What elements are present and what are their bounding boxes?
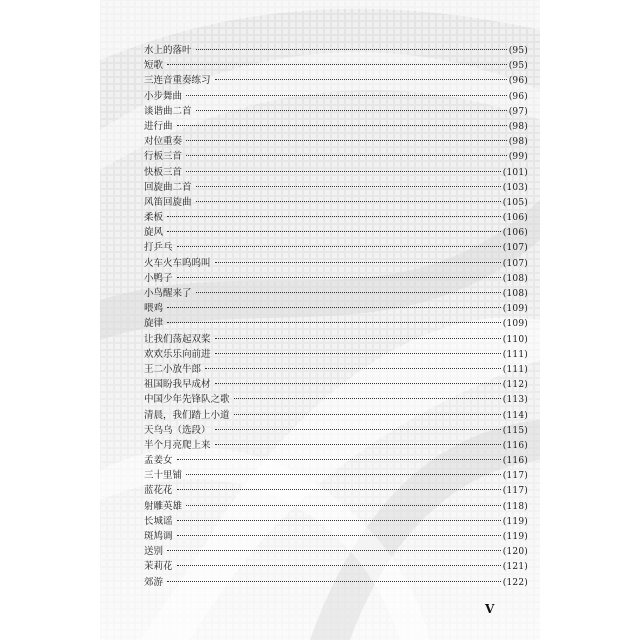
toc-entry-page: (121) [502, 562, 528, 573]
toc-dot-leader [186, 140, 507, 141]
toc-entry-page: (119) [502, 516, 528, 527]
toc-entry [144, 119, 528, 134]
page-number: V [485, 602, 495, 616]
toc-entry-title: 打乒乓 [144, 242, 173, 254]
toc-dot-leader [186, 505, 501, 506]
toc-entry-title: 火车火车呜呜叫 [144, 257, 211, 269]
toc-entry [144, 73, 528, 88]
toc-entry [144, 529, 528, 544]
toc-entry-title: 半个月亮爬上来 [144, 439, 211, 451]
toc-entry [144, 499, 528, 514]
toc-dot-leader [205, 368, 501, 369]
toc-entry-title: 送别 [144, 546, 164, 558]
toc-dot-leader [234, 398, 501, 399]
toc-dot-leader [196, 186, 501, 187]
toc-dot-leader [215, 79, 507, 80]
toc-entry [144, 438, 528, 453]
toc-dot-leader [177, 125, 507, 126]
toc-entry [144, 392, 528, 407]
toc-dot-leader [215, 338, 501, 339]
table-of-contents [144, 43, 528, 590]
toc-entry [144, 149, 528, 164]
toc-entry-page: (111) [502, 349, 528, 360]
toc-entry-page: (107) [502, 243, 528, 254]
toc-entry-page: (106) [502, 213, 528, 224]
toc-entry-page: (101) [502, 167, 528, 178]
toc-entry-title: 长城谣 [144, 515, 173, 527]
toc-entry [144, 43, 528, 58]
toc-entry [144, 301, 528, 316]
toc-entry [144, 332, 528, 347]
toc-dot-leader [167, 550, 501, 551]
toc-dot-leader [186, 155, 507, 156]
toc-entry [144, 134, 528, 149]
toc-entry-page: (103) [502, 182, 528, 193]
toc-entry-title: 小步舞曲 [144, 90, 183, 102]
toc-entry-page: (108) [502, 273, 528, 284]
toc-entry [144, 240, 528, 255]
toc-entry-page: (117) [502, 486, 528, 497]
toc-entry-title: 让我们荡起双桨 [144, 333, 211, 345]
toc-entry-title: 小鸟醒来了 [144, 288, 192, 299]
toc-entry [144, 210, 528, 225]
toc-dot-leader [196, 110, 507, 111]
toc-entry-title: 清晨，我们踏上小道 [144, 409, 230, 421]
toc-entry-page: (107) [502, 258, 528, 269]
toc-dot-leader [167, 322, 501, 323]
toc-dot-leader [177, 520, 501, 521]
toc-dot-leader [234, 414, 501, 415]
toc-entry-title: 进行曲 [144, 120, 173, 132]
toc-dot-leader [177, 535, 501, 536]
toc-entry [144, 316, 528, 331]
toc-dot-leader [196, 201, 501, 202]
toc-dot-leader [196, 49, 507, 50]
toc-entry-title: 谈谐曲二首 [144, 105, 192, 117]
toc-entry-page: (116) [502, 440, 528, 451]
toc-entry-page: (112) [502, 380, 528, 391]
toc-entry-page: (95) [508, 61, 528, 72]
toc-entry [144, 58, 528, 73]
toc-entry [144, 256, 528, 271]
toc-entry [144, 575, 528, 590]
toc-entry-title: 对位重奏 [144, 136, 183, 148]
toc-dot-leader [177, 565, 501, 566]
toc-entry-page: (97) [508, 106, 528, 117]
toc-entry-page: (122) [502, 577, 528, 588]
toc-entry-page: (96) [508, 91, 528, 102]
toc-dot-leader [196, 292, 501, 293]
toc-entry-title: 回旋曲二首 [144, 181, 192, 193]
toc-entry [144, 165, 528, 180]
toc-entry-title: 祖国盼我早成材 [144, 379, 211, 391]
toc-entry-title: 小鸭子 [144, 272, 173, 284]
toc-entry-title: 王二小放牛郎 [144, 363, 202, 375]
toc-entry-title: 蓝花花 [144, 485, 173, 497]
toc-dot-leader [167, 216, 501, 217]
toc-dot-leader [177, 489, 501, 490]
toc-dot-leader [177, 459, 501, 460]
toc-entry-title: 水上的落叶 [144, 45, 192, 56]
toc-entry [144, 104, 528, 119]
toc-entry-title: 快板三首 [144, 166, 183, 178]
toc-entry [144, 559, 528, 574]
toc-entry-title: 茉莉花 [144, 561, 173, 573]
toc-entry-title: 孟姜女 [144, 455, 173, 467]
toc-entry [144, 225, 528, 240]
toc-dot-leader [177, 277, 501, 278]
toc-dot-leader [167, 231, 501, 232]
toc-dot-leader [177, 246, 501, 247]
toc-entry-page: (116) [502, 456, 528, 467]
toc-dot-leader [215, 353, 501, 354]
toc-entry-page: (115) [502, 425, 528, 436]
toc-entry-page: (99) [508, 152, 528, 163]
toc-dot-leader [186, 171, 501, 172]
toc-entry-page: (106) [502, 228, 528, 239]
toc-dot-leader [186, 474, 501, 475]
toc-dot-leader [215, 444, 501, 445]
toc-entry [144, 544, 528, 559]
toc-entry-page: (108) [502, 289, 528, 299]
toc-dot-leader [186, 95, 507, 96]
toc-entry-page: (120) [502, 547, 528, 558]
toc-entry-page: (98) [508, 137, 528, 148]
toc-entry-page: (95) [508, 46, 528, 56]
toc-entry [144, 423, 528, 438]
toc-entry-page: (111) [502, 364, 528, 375]
toc-entry-title: 行板三首 [144, 151, 183, 163]
toc-entry-title: 柔板 [144, 212, 164, 224]
toc-entry-page: (96) [508, 76, 528, 87]
toc-entry-title: 三十里铺 [144, 470, 183, 482]
toc-entry-title: 旋风 [144, 227, 164, 239]
toc-entry-title: 欢欢乐乐向前进 [144, 348, 211, 360]
toc-entry [144, 180, 528, 195]
toc-entry [144, 286, 528, 301]
toc-dot-leader [215, 383, 501, 384]
toc-entry-title: 三连音重奏练习 [144, 75, 211, 87]
toc-dot-leader [167, 64, 507, 65]
toc-entry [144, 468, 528, 483]
toc-entry [144, 483, 528, 498]
document-page [100, 0, 540, 640]
toc-entry [144, 377, 528, 392]
toc-entry [144, 89, 528, 104]
toc-entry [144, 362, 528, 377]
toc-entry-title: 短歌 [144, 60, 164, 72]
toc-entry-page: (105) [502, 197, 528, 208]
toc-entry-page: (110) [502, 334, 528, 345]
toc-entry-title: 斑鸠调 [144, 531, 173, 542]
toc-dot-leader [215, 429, 501, 430]
toc-entry [144, 453, 528, 468]
toc-entry-page: (113) [502, 395, 528, 406]
toc-entry-page: (109) [502, 319, 528, 330]
toc-dot-leader [167, 307, 501, 308]
toc-entry-page: (98) [508, 121, 528, 132]
toc-entry-title: 旋律 [144, 318, 164, 330]
toc-entry-title: 射雕英雄 [144, 500, 183, 512]
toc-entry-title: 风笛回旋曲 [144, 196, 192, 208]
toc-entry-page: (118) [502, 501, 528, 512]
toc-entry-page: (119) [502, 532, 528, 542]
toc-entry [144, 347, 528, 362]
toc-entry [144, 408, 528, 423]
toc-entry-title: 天乌乌（选段） [144, 424, 211, 436]
toc-entry-title: 中国少年先锋队之歌 [144, 394, 230, 406]
toc-entry [144, 195, 528, 210]
toc-dot-leader [167, 581, 501, 582]
toc-entry-page: (117) [502, 471, 528, 482]
toc-entry-page: (114) [502, 410, 528, 421]
toc-entry-page: (109) [502, 304, 528, 315]
toc-entry-title: 郊游 [144, 576, 164, 588]
toc-entry [144, 271, 528, 286]
toc-entry [144, 514, 528, 529]
toc-entry-title: 喂鸡 [144, 303, 164, 315]
toc-dot-leader [215, 262, 501, 263]
